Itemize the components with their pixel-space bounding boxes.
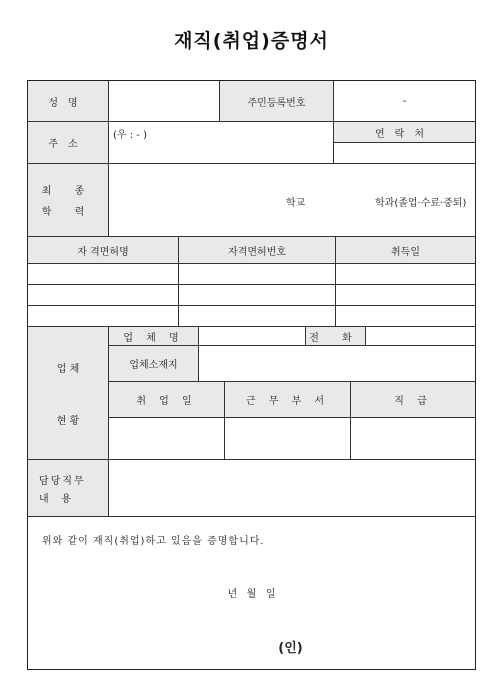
education-label-line1: 최 종 <box>41 186 95 197</box>
duties-label <box>28 459 108 516</box>
company-phone-label: 전 화 <box>305 326 365 345</box>
department-field[interactable] <box>224 417 350 459</box>
duties-field[interactable] <box>108 459 475 516</box>
certificate-form <box>27 80 476 670</box>
license-cell[interactable] <box>28 263 178 284</box>
license-cell[interactable] <box>335 305 475 326</box>
address-label: 주소 <box>28 121 108 163</box>
company-label-top: 업 체 <box>56 363 80 375</box>
document-title: 재직(취업)증명서 <box>174 30 329 52</box>
license-cell[interactable] <box>178 284 335 305</box>
employment-date-field[interactable] <box>108 417 224 459</box>
certification-date: 년 월 일 <box>227 589 276 600</box>
license-cell[interactable] <box>335 284 475 305</box>
license-date-header: 취득일 <box>335 236 475 263</box>
position-field[interactable] <box>350 417 475 459</box>
certification-area <box>28 516 475 669</box>
company-label-bottom: 현 황 <box>56 415 80 427</box>
school-suffix: 학교 <box>286 198 306 209</box>
education-label <box>28 163 108 236</box>
contact-field[interactable] <box>333 142 475 163</box>
license-cell[interactable] <box>178 305 335 326</box>
company-address-label: 업체소재지 <box>108 345 198 381</box>
contact-label: 연락처 <box>333 121 475 142</box>
seal-mark: (인) <box>278 641 303 656</box>
certification-statement: 위와 같이 재직(취업)하고 있음을 증명합니다. <box>42 536 265 547</box>
name-field[interactable] <box>108 81 219 121</box>
id-number-label: 주민등록번호 <box>219 81 333 121</box>
company-address-field[interactable] <box>198 345 475 381</box>
employment-date-header: 취 업 일 <box>108 381 224 417</box>
license-cell[interactable] <box>28 305 178 326</box>
education-label-line2: 학 력 <box>41 207 95 218</box>
duties-label-line2: 내 용 <box>39 493 72 505</box>
education-field[interactable] <box>108 163 475 236</box>
license-number-header: 자격면허번호 <box>178 236 335 263</box>
company-section-label <box>28 326 108 459</box>
name-label: 성명 <box>28 81 108 121</box>
position-header: 직 급 <box>350 381 475 417</box>
duties-label-line1: 담당직무 <box>39 475 86 487</box>
company-name-label: 업 체 명 <box>108 326 198 345</box>
department-header: 근 무 부 서 <box>224 381 350 417</box>
license-name-header: 자 격면허명 <box>28 236 178 263</box>
company-phone-field[interactable] <box>365 326 475 345</box>
license-cell[interactable] <box>28 284 178 305</box>
company-name-field[interactable] <box>198 326 305 345</box>
department-suffix: 학과(졸업·수료·중퇴) <box>375 198 467 209</box>
license-cell[interactable] <box>335 263 475 284</box>
license-cell[interactable] <box>178 263 335 284</box>
address-field[interactable]: (우 : - ) <box>108 121 333 163</box>
id-number-field[interactable]: - <box>333 81 475 121</box>
